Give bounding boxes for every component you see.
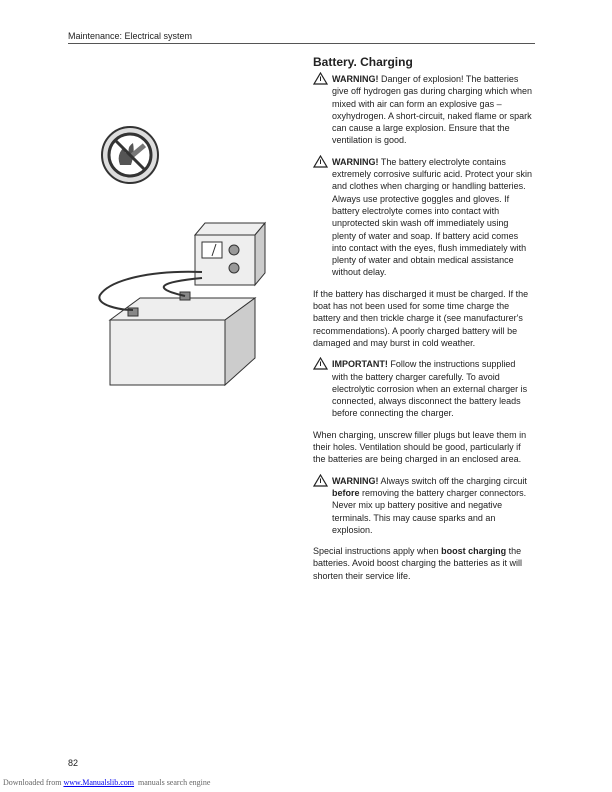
- section-header: Maintenance: Electrical system: [68, 31, 193, 41]
- battery-charging-illustration: [90, 120, 270, 390]
- footer-text: manuals search engine: [134, 778, 211, 787]
- warning-triangle-icon: [313, 357, 328, 370]
- charger-icon: [195, 223, 265, 285]
- page-title: Battery. Charging: [313, 55, 413, 69]
- warning-label: WARNING!: [332, 156, 379, 167]
- warning-triangle-icon: [313, 72, 328, 85]
- page-number: 82: [68, 758, 79, 768]
- footer-text: Downloaded from: [3, 778, 64, 787]
- warning-emphasis: before: [332, 487, 360, 498]
- paragraph-boost-charging: [313, 545, 533, 582]
- important-label: IMPORTANT!: [332, 359, 388, 370]
- text: the batteries. Avoid boost charging the batteries as it will shorten their service life.: [313, 546, 522, 581]
- paragraph-filler-plugs: When charging, unscrew filler plugs but leave them in their holes. Ventilation should be good, particularly if the batteries are being charged in an enclosed area.: [313, 429, 527, 465]
- warning-text: Danger of explosion! The batteries give off hydrogen gas during charging which when mixed with air can form an explosive gas – oxyhydrogen. A short-circuit, naked flame or spark can cause a large explosion. Ensure that the ventilation is good.: [332, 74, 532, 146]
- no-flame-sign-icon: [102, 127, 158, 183]
- warning-triangle-icon: [313, 474, 328, 487]
- important-note: [313, 358, 533, 419]
- warning-label: WARNING!: [332, 475, 379, 486]
- battery-icon: [110, 292, 255, 385]
- content-column: [313, 55, 533, 591]
- text: Special instructions apply when: [313, 546, 442, 557]
- warning-triangle-icon: [313, 155, 328, 168]
- warning-text: Always switch off the charging circuit: [378, 475, 527, 486]
- emphasis: boost charging: [441, 546, 507, 557]
- warning-electrolyte: [313, 156, 533, 279]
- warning-switch-off: [313, 475, 533, 536]
- warning-explosion: [313, 73, 533, 147]
- important-text: Follow the instructions supplied with the battery charger carefully. To avoid electrolytic corrosion when an external charger is connected, always disconnect the battery leads before connecting the charger.: [332, 359, 528, 419]
- warning-text: The battery electrolyte contains extremely corrosive sulfuric acid. Protect your skin and clothes when charging or handling batteries. Always use protective goggles and gloves. If battery electrolyte comes into contact with unprotected skin wash off immediately using plenty of water and soap. If battery acid comes into contact with the eyes, flush immediately with plenty of water and obtain medical assistance without delay.: [332, 156, 533, 278]
- download-footer: [3, 778, 210, 787]
- header-rule: [68, 43, 535, 44]
- warning-label: WARNING!: [332, 74, 379, 84]
- manualslib-link[interactable]: www.Manualslib.com: [63, 778, 135, 787]
- warning-text: removing the battery charger connectors. Never mix up battery positive and negative terminals. This may cause sparks and an explosion.: [332, 487, 527, 535]
- paragraph-discharged: If the battery has discharged it must be charged. If the boat has not been used for some time charge the battery and then trickle charge it (see manufacturer's recommendations). A poorly charged battery will be damaged and may burst in cold weather.: [313, 288, 529, 348]
